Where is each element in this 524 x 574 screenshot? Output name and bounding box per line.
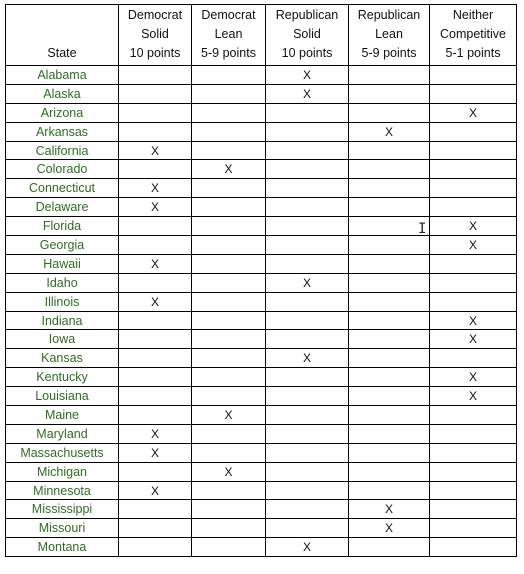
mark-cell	[430, 538, 517, 557]
mark-cell	[119, 217, 192, 236]
state-name-cell: Colorado	[6, 160, 119, 179]
table-row	[6, 198, 517, 217]
mark-cell: X	[119, 424, 192, 443]
mark-cell	[349, 311, 430, 330]
table-row	[6, 179, 517, 198]
mark-cell	[192, 103, 266, 122]
mark-cell	[119, 160, 192, 179]
table-row	[6, 443, 517, 462]
mark-cell	[192, 538, 266, 557]
mark-cell	[266, 311, 349, 330]
mark-cell: X	[119, 292, 192, 311]
mark-cell	[266, 141, 349, 160]
column-header-1	[119, 5, 192, 66]
state-name-cell: Montana	[6, 538, 119, 557]
mark-cell	[192, 179, 266, 198]
mark-cell	[119, 122, 192, 141]
mark-cell	[192, 311, 266, 330]
mark-cell	[430, 519, 517, 538]
mark-cell	[192, 292, 266, 311]
mark-cell	[192, 66, 266, 85]
mark-cell	[192, 84, 266, 103]
table-row	[6, 292, 517, 311]
mark-cell	[119, 538, 192, 557]
table-row	[6, 330, 517, 349]
state-name-cell: Louisiana	[6, 387, 119, 406]
table-row	[6, 273, 517, 292]
header-line: Lean	[214, 27, 243, 41]
header-row	[6, 5, 517, 66]
mark-cell	[192, 273, 266, 292]
table-row	[6, 141, 517, 160]
state-name-cell: Kansas	[6, 349, 119, 368]
mark-cell	[119, 462, 192, 481]
table-row	[6, 254, 517, 273]
state-name-cell: Delaware	[6, 198, 119, 217]
mark-cell	[119, 387, 192, 406]
mark-cell	[349, 198, 430, 217]
table-row	[6, 368, 517, 387]
mark-cell	[192, 481, 266, 500]
header-line: Competitive	[440, 27, 506, 41]
header-line: Neither	[452, 8, 494, 22]
state-name-cell: Georgia	[6, 236, 119, 255]
table-row	[6, 500, 517, 519]
mark-cell	[192, 519, 266, 538]
header-line: 5-9 points	[201, 46, 256, 60]
mark-cell	[119, 349, 192, 368]
mark-cell	[266, 198, 349, 217]
mark-cell	[349, 330, 430, 349]
table-row	[6, 387, 517, 406]
mark-cell	[192, 424, 266, 443]
state-name-cell: Hawaii	[6, 254, 119, 273]
mark-cell	[430, 179, 517, 198]
mark-cell	[266, 179, 349, 198]
mark-cell	[430, 122, 517, 141]
table-header	[6, 5, 517, 66]
mark-cell	[192, 122, 266, 141]
mark-cell	[430, 273, 517, 292]
table-row	[6, 122, 517, 141]
mark-cell: X	[349, 122, 430, 141]
state-name-cell: Illinois	[6, 292, 119, 311]
mark-cell	[266, 481, 349, 500]
mark-cell	[349, 141, 430, 160]
mark-cell	[266, 519, 349, 538]
header-line: 5-9 points	[361, 46, 417, 60]
header-line: Solid	[141, 27, 169, 41]
table-body	[6, 66, 517, 557]
mark-cell	[349, 443, 430, 462]
mark-cell: X	[266, 538, 349, 557]
header-line: State	[47, 46, 77, 60]
mark-cell	[266, 122, 349, 141]
mark-cell	[266, 217, 349, 236]
state-name-cell: Minnesota	[6, 481, 119, 500]
mark-cell	[119, 84, 192, 103]
column-header-state	[6, 5, 119, 66]
mark-cell	[349, 273, 430, 292]
mark-cell	[430, 198, 517, 217]
header-line: Democrat	[201, 8, 256, 22]
mark-cell: X	[430, 103, 517, 122]
table-row	[6, 538, 517, 557]
mark-cell: X	[192, 160, 266, 179]
column-header-2	[192, 5, 266, 66]
state-name-cell: Alabama	[6, 66, 119, 85]
mark-cell	[430, 481, 517, 500]
state-name-cell: Mississippi	[6, 500, 119, 519]
header-line: 10 points	[129, 46, 181, 60]
mark-cell: X	[119, 179, 192, 198]
column-header-3	[266, 5, 349, 66]
mark-cell: X	[349, 519, 430, 538]
mark-cell	[119, 406, 192, 425]
mark-cell	[430, 500, 517, 519]
mark-cell	[192, 141, 266, 160]
column-header-5	[430, 5, 517, 66]
mark-cell	[119, 519, 192, 538]
header-line: Republican	[357, 8, 421, 22]
state-name-cell: Alaska	[6, 84, 119, 103]
mark-cell	[349, 349, 430, 368]
mark-cell: X	[266, 349, 349, 368]
table-row	[6, 66, 517, 85]
table-row	[6, 236, 517, 255]
mark-cell	[119, 368, 192, 387]
mark-cell	[349, 179, 430, 198]
mark-cell	[430, 141, 517, 160]
mark-cell: X	[119, 141, 192, 160]
header-line: Democrat	[127, 8, 183, 22]
mark-cell: X	[430, 368, 517, 387]
mark-cell: X	[430, 217, 517, 236]
mark-cell	[192, 236, 266, 255]
table-row	[6, 103, 517, 122]
mark-cell	[266, 424, 349, 443]
mark-cell	[349, 424, 430, 443]
mark-cell	[349, 66, 430, 85]
mark-cell: X	[266, 84, 349, 103]
state-classification-table	[5, 4, 517, 557]
mark-cell	[266, 500, 349, 519]
mark-cell	[266, 236, 349, 255]
mark-cell	[430, 424, 517, 443]
table-row	[6, 217, 517, 236]
mark-cell: X	[266, 66, 349, 85]
column-header-4	[349, 5, 430, 66]
table-row	[6, 519, 517, 538]
mark-cell	[349, 481, 430, 500]
table-row	[6, 311, 517, 330]
table-row	[6, 462, 517, 481]
mark-cell: X	[430, 311, 517, 330]
mark-cell	[119, 66, 192, 85]
header-line: 10 points	[281, 46, 333, 60]
state-name-cell: Massachusetts	[6, 443, 119, 462]
mark-cell	[119, 103, 192, 122]
mark-cell	[119, 311, 192, 330]
mark-cell	[430, 406, 517, 425]
mark-cell	[192, 217, 266, 236]
mark-cell	[430, 349, 517, 368]
mark-cell	[266, 368, 349, 387]
mark-cell	[119, 500, 192, 519]
header-line: Lean	[375, 27, 403, 41]
mark-cell	[266, 254, 349, 273]
mark-cell: X	[266, 273, 349, 292]
mark-cell	[192, 330, 266, 349]
mark-cell	[266, 160, 349, 179]
state-name-cell: Indiana	[6, 311, 119, 330]
state-name-cell: Maryland	[6, 424, 119, 443]
mark-cell	[119, 236, 192, 255]
mark-cell	[349, 236, 430, 255]
mark-cell	[349, 254, 430, 273]
table-row	[6, 349, 517, 368]
mark-cell	[349, 387, 430, 406]
mark-cell	[266, 406, 349, 425]
mark-cell	[349, 160, 430, 179]
mark-cell	[192, 387, 266, 406]
mark-cell	[266, 462, 349, 481]
mark-cell: X	[119, 481, 192, 500]
table-row	[6, 406, 517, 425]
state-name-cell: Maine	[6, 406, 119, 425]
mark-cell	[192, 500, 266, 519]
state-name-cell: Arizona	[6, 103, 119, 122]
table-row	[6, 481, 517, 500]
table-container	[5, 4, 517, 557]
mark-cell	[430, 66, 517, 85]
state-name-cell: Missouri	[6, 519, 119, 538]
mark-cell	[430, 160, 517, 179]
mark-cell	[349, 103, 430, 122]
state-name-cell: Idaho	[6, 273, 119, 292]
mark-cell	[192, 368, 266, 387]
state-name-cell: Florida	[6, 217, 119, 236]
header-line: 5-1 points	[445, 46, 501, 60]
mark-cell	[430, 84, 517, 103]
text-cursor-icon: I	[418, 221, 427, 237]
header-line: Solid	[293, 27, 321, 41]
mark-cell: X	[119, 254, 192, 273]
mark-cell	[266, 103, 349, 122]
mark-cell	[349, 84, 430, 103]
mark-cell: X	[119, 443, 192, 462]
mark-cell	[192, 198, 266, 217]
mark-cell	[349, 292, 430, 311]
mark-cell	[119, 330, 192, 349]
mark-cell	[266, 443, 349, 462]
mark-cell: X	[349, 500, 430, 519]
mark-cell	[266, 292, 349, 311]
mark-cell	[430, 443, 517, 462]
mark-cell: X	[430, 236, 517, 255]
mark-cell	[430, 462, 517, 481]
state-name-cell: California	[6, 141, 119, 160]
header-line: Republican	[275, 8, 339, 22]
mark-cell	[192, 443, 266, 462]
mark-cell: X	[192, 462, 266, 481]
mark-cell: X	[119, 198, 192, 217]
mark-cell: X	[192, 406, 266, 425]
mark-cell	[349, 462, 430, 481]
mark-cell	[266, 330, 349, 349]
mark-cell	[266, 387, 349, 406]
mark-cell	[192, 349, 266, 368]
state-name-cell: Iowa	[6, 330, 119, 349]
mark-cell: X	[430, 330, 517, 349]
mark-cell	[349, 538, 430, 557]
table-row	[6, 424, 517, 443]
mark-cell	[349, 368, 430, 387]
table-row	[6, 160, 517, 179]
mark-cell	[430, 292, 517, 311]
state-name-cell: Connecticut	[6, 179, 119, 198]
mark-cell	[349, 406, 430, 425]
mark-cell: X	[430, 387, 517, 406]
state-name-cell: Michigan	[6, 462, 119, 481]
state-name-cell: Kentucky	[6, 368, 119, 387]
mark-cell	[430, 254, 517, 273]
table-row	[6, 84, 517, 103]
mark-cell	[192, 254, 266, 273]
state-name-cell: Arkansas	[6, 122, 119, 141]
mark-cell	[119, 273, 192, 292]
